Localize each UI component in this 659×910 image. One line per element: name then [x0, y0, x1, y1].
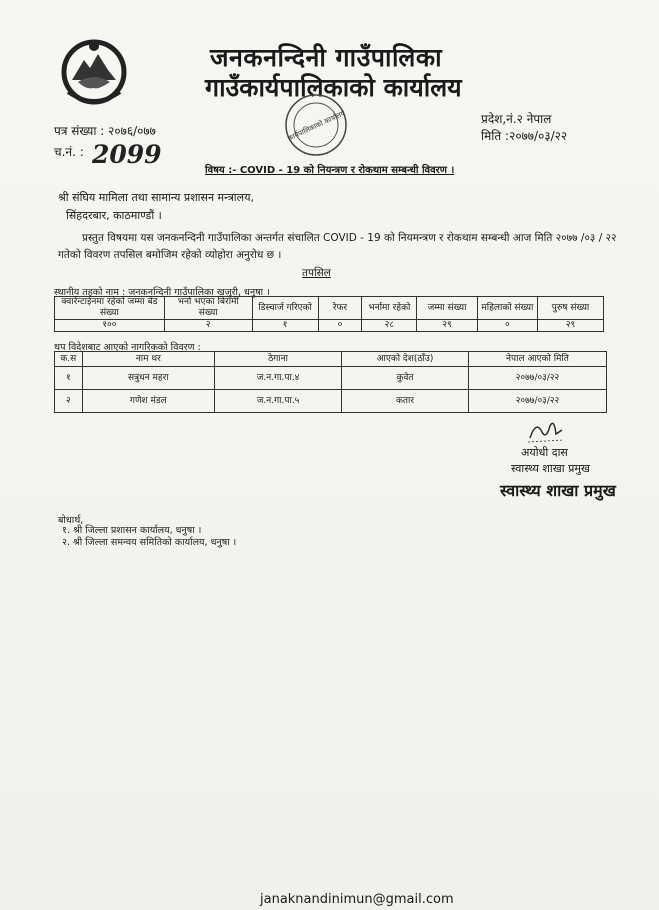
cc-item: २. श्री जिल्ला समन्वय समितिको कार्यालय, धनुषा ।	[62, 537, 237, 548]
recipient-line1: श्री संघिय मामिला तथा सामान्य प्रशासन मन्त्रालय,	[58, 191, 254, 204]
dispatch-number: 2099	[92, 140, 162, 169]
foreign-returnee-label: थप विदेशबाट आएको नागरिकको विवरण :	[54, 342, 201, 353]
table-header-row	[55, 297, 604, 320]
table-cell: गणेश मंडल	[82, 390, 214, 413]
table-cell: सत्रुधन महरा	[82, 367, 214, 390]
table-cell: ज.न.गा.पा.४	[215, 367, 342, 390]
cc-label: बोधार्थ,	[58, 515, 84, 526]
table-header: भर्नामा रहेको	[362, 297, 417, 320]
table-cell: ज.न.गा.पा.५	[215, 390, 342, 413]
signature-icon	[526, 418, 566, 444]
body-paragraph: प्रस्तुत विषयमा यस जनकनन्दिनी गाउँपालिका अन्तर्गत संचालित COVID - 19 को नियमन्त्रण र रोकथाम सम्बन्धी आज मिति २०७७ /०३ / २२ गतेको विवरण तपसिल बमोजिम रहेको व्योहोरा अनुरोध छ ।	[58, 232, 617, 261]
local-level-name: स्थानीय तहको नाम : जनकनन्दिनी गाउँपालिका खजुरी, धनुषा ।	[54, 287, 270, 298]
table-header: नाम थर	[82, 352, 214, 367]
table-header: डिस्चार्ज गरिएको	[252, 297, 318, 320]
table-cell: २	[55, 390, 83, 413]
signatory-title: स्वास्थ्य शाखा प्रमुख	[511, 462, 590, 475]
table-row	[55, 367, 607, 390]
office-stamp	[266, 92, 366, 158]
table-header: क्वारेन्टाईनमा रहेको जम्मा बेड संख्या	[55, 297, 165, 320]
org-name: जनकनन्दिनी गाउँपालिका	[210, 43, 443, 72]
table-header-row	[55, 352, 607, 367]
recipient-line2: सिंहदरबार, काठमाण्डौं ।	[66, 209, 162, 222]
table-cell: २	[164, 320, 252, 332]
table-header: पुरुष संख्या	[538, 297, 604, 320]
table-header: भर्ना भएका बिरामी संख्या	[164, 297, 252, 320]
table-cell: ०	[477, 320, 537, 332]
stamp-text: कार्यपालिकाको कार्यालय	[286, 109, 347, 143]
table-cell: २९	[417, 320, 477, 332]
table-cell: १	[55, 367, 83, 390]
table-cell: २८	[362, 320, 417, 332]
province: प्रदेश,नं.२ नेपाल	[481, 112, 552, 126]
signatory-name: अयोधी दास	[521, 446, 568, 459]
table-header: रेफर	[318, 297, 362, 320]
table-cell: १००	[55, 320, 165, 332]
table-row	[55, 390, 607, 413]
dispatch-label: च.नं. :	[54, 145, 84, 159]
signatory-stamp: स्वास्थ्य शाखा प्रमुख	[500, 481, 616, 500]
footer-email: janaknandinimun@gmail.com	[260, 892, 454, 907]
nepal-emblem-icon	[58, 36, 130, 108]
table-cell: कतार	[342, 390, 469, 413]
table-cell: १	[252, 320, 318, 332]
table-header: ठेगाना	[215, 352, 342, 367]
table-cell: २०७७/०३/२२	[468, 390, 606, 413]
table-cell: कुवेत	[342, 367, 469, 390]
subject: विषय :- COVID - 19 को नियन्त्रण र रोकथाम सम्बन्धी विवरण ।	[205, 165, 455, 176]
table-header: आएको देश(ठाँउ)	[342, 352, 469, 367]
table-header: नेपाल आएको मिति	[468, 352, 606, 367]
letter-number: पत्र संख्या : २०७६/०७७	[54, 124, 156, 138]
table-cell: २९	[538, 320, 604, 332]
table-row	[55, 320, 604, 332]
foreign-returnee-table	[54, 351, 607, 413]
letter-date: मिति :२०७७/०३/२२	[481, 129, 568, 143]
cc-item: १. श्री जिल्ला प्रशासन कार्यालय, धनुषा ।	[62, 525, 202, 536]
tapasil-heading: तपसिल	[302, 267, 331, 279]
table-header: जम्मा संख्या	[417, 297, 477, 320]
table-cell: ०	[318, 320, 362, 332]
table-cell: २०७७/०३/२२	[468, 367, 606, 390]
office-name: गाउँकार्यपालिकाको कार्यालय	[205, 73, 462, 102]
covid-summary-table	[54, 296, 604, 332]
table-header: महिलाको संख्या	[477, 297, 537, 320]
table-header: क.स	[55, 352, 83, 367]
